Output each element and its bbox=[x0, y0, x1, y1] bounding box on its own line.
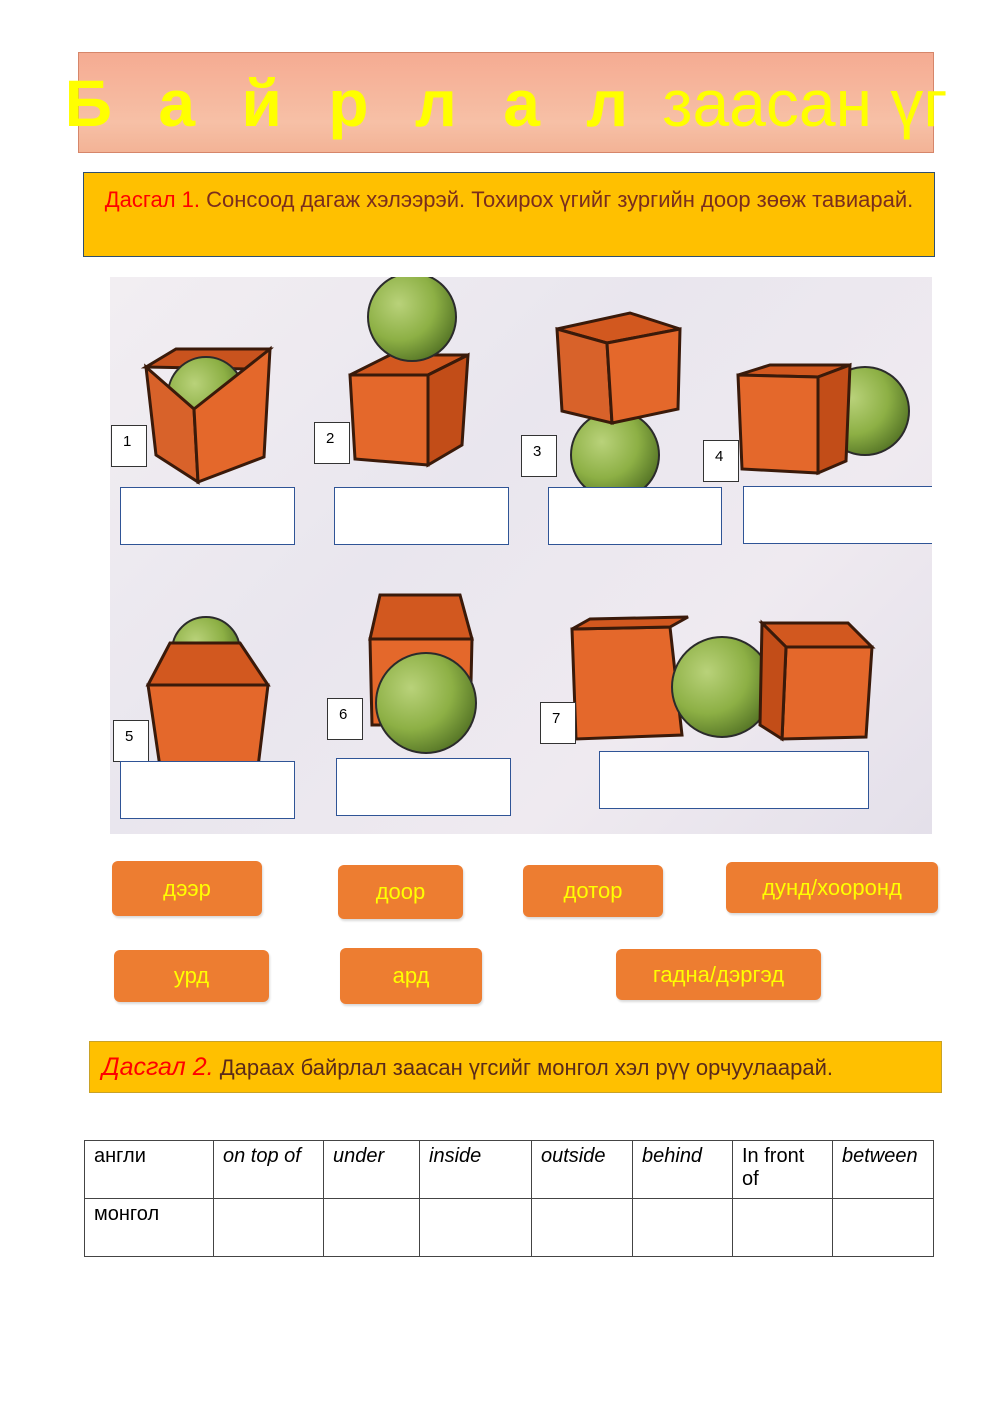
word-chip-on-top[interactable]: дээр bbox=[112, 861, 262, 916]
word-chip-inside[interactable]: дотор bbox=[523, 865, 663, 917]
scene-2-on-top bbox=[350, 277, 468, 465]
table-row-mongolian bbox=[85, 1199, 934, 1257]
shapes-picture bbox=[110, 277, 932, 834]
table-row-label-mongolian: монгол bbox=[85, 1199, 214, 1257]
word-chip-in-front[interactable]: урд bbox=[114, 950, 269, 1002]
picture-number-2: 2 bbox=[314, 422, 350, 464]
title-banner bbox=[64, 52, 948, 153]
word-chip-outside[interactable]: гадна/дэргэд bbox=[616, 949, 821, 1000]
scene-7-between bbox=[572, 617, 872, 739]
answer-drop-3[interactable] bbox=[548, 487, 722, 545]
table-cell-word: between bbox=[833, 1141, 934, 1199]
table-answer-cell[interactable] bbox=[532, 1199, 633, 1257]
exercise1-label: Дасгал 1. bbox=[104, 187, 200, 212]
picture-number-6: 6 bbox=[327, 698, 363, 740]
title-bold: Б а й р л а л bbox=[64, 65, 643, 140]
answer-drop-2[interactable] bbox=[334, 487, 509, 545]
scene-5-behind bbox=[148, 617, 268, 767]
answer-drop-1[interactable] bbox=[120, 487, 295, 545]
table-answer-cell[interactable] bbox=[420, 1199, 532, 1257]
exercise2-label: Дасгал 2. bbox=[102, 1053, 214, 1081]
picture-number-4: 4 bbox=[703, 440, 739, 482]
translation-table bbox=[84, 1140, 934, 1257]
word-chip-between[interactable]: дунд/хооронд bbox=[726, 862, 938, 913]
table-answer-cell[interactable] bbox=[214, 1199, 324, 1257]
title-rest: заасан үг bbox=[662, 65, 948, 140]
picture-number-7: 7 bbox=[540, 702, 576, 744]
table-answer-cell[interactable] bbox=[324, 1199, 420, 1257]
scene-4-behind bbox=[738, 365, 909, 473]
table-row-english bbox=[85, 1141, 934, 1199]
picture-number-1: 1 bbox=[111, 425, 147, 467]
word-chip-under[interactable]: доор bbox=[338, 865, 463, 919]
table-cell-word: on top of bbox=[214, 1141, 324, 1199]
table-cell-word: inside bbox=[420, 1141, 532, 1199]
scene-6-in-front bbox=[370, 595, 476, 753]
table-answer-cell[interactable] bbox=[633, 1199, 733, 1257]
answer-drop-6[interactable] bbox=[336, 758, 511, 816]
table-answer-cell[interactable] bbox=[833, 1199, 934, 1257]
answer-drop-5[interactable] bbox=[120, 761, 295, 819]
picture-number-5: 5 bbox=[113, 720, 149, 762]
scene-1-inside bbox=[146, 349, 270, 482]
table-answer-cell[interactable] bbox=[733, 1199, 833, 1257]
exercise2-instructions bbox=[89, 1041, 942, 1093]
answer-drop-7[interactable] bbox=[599, 751, 869, 809]
picture-number-3: 3 bbox=[521, 435, 557, 477]
table-cell-word: In front of bbox=[733, 1141, 833, 1199]
exercise1-text: Сонсоод дагаж хэлээрэй. Тохирох үгийг зургийн доор зөөж тавиарай. bbox=[206, 187, 914, 212]
exercise1-instructions bbox=[83, 172, 935, 257]
table-cell-word: behind bbox=[633, 1141, 733, 1199]
table-row-label-english: англи bbox=[85, 1141, 214, 1199]
word-chip-behind[interactable]: ард bbox=[340, 948, 482, 1004]
exercise2-text: Дараах байрлал заасан үгсийг монгол хэл рүү орчуулаарай. bbox=[219, 1055, 834, 1080]
scene-3-under bbox=[557, 313, 680, 499]
table-cell-word: under bbox=[324, 1141, 420, 1199]
page-title bbox=[65, 65, 948, 141]
table-cell-word: outside bbox=[532, 1141, 633, 1199]
answer-drop-4[interactable] bbox=[743, 486, 932, 544]
